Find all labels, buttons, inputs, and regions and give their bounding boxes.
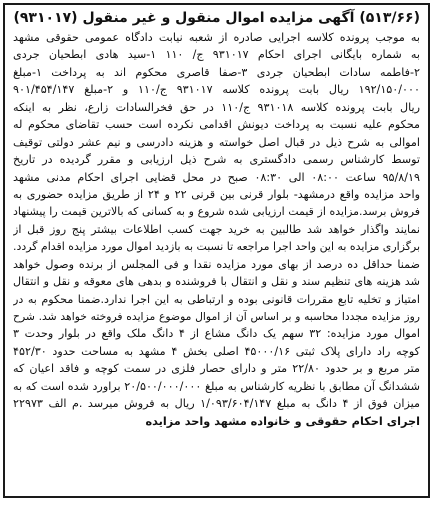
notice-line: اموال مورد مزایده: ۳۲ سهم یک دانگ مشاع از ۴ دانگ ملک واقع در بلوار وحدت ۳ bbox=[13, 327, 420, 341]
notice-line: برگزاری مزایده به این واحد اجرا مراجعه تا نسبت به بازدید اموال مورد مزایده اقدام گردد. bbox=[13, 240, 420, 254]
notice-line: به موجب پرونده کلاسه اجرایی صادره از شعبه نیابت دادگاه عمومی حقوقی مشهد bbox=[13, 31, 420, 44]
notice-line: ریال بابت پرونده کلاسه ۹۳۱۰۱۸ ج/۱۱۰ در حق فخرالسادات زارع، نظر به اینکه bbox=[13, 100, 420, 114]
notice-line: به شماره بایگانی اجرای احکام ۹۳۱۰۱۷ ج/ ۱۱۰ ۱-سید هادی ابطحیان جردی bbox=[13, 48, 420, 62]
notice-line: ۱۹۲/۱۵۰/۰۰۰ ریال بابت پرونده کلاسه ۹۳۱۰۱۷ ج/۱۱۰ و ۲-مبلغ ۹۰۱/۴۵۴/۱۴۷ bbox=[13, 83, 420, 97]
notice-line: واحد مزایده واقع درمشهد- بلوار قرنی بین قرنی ۲۲ و ۲۴ از طریق مزایده حضوری به bbox=[13, 187, 420, 201]
notice-line: ۹۵/۸/۱۹ ساعت ۰۸:۰۰ الی ۰۸:۳۰ صبح در محل قضایی اجرای احکام مدنی مشهد bbox=[13, 170, 420, 184]
notice-title: (۵۱۳/۶۶) آگهی مزایده اموال منقول و غیر منقول (۹۳۱۰۱۷) bbox=[13, 10, 420, 26]
notice-line: میزان فوق از ۴ دانگ به مبلغ ۱/۰۹۳/۶۰۴/۱۴۷ ریال به فروش میرسد .م الف ۲۲۹۷۳ bbox=[13, 397, 420, 411]
notice-line: اموالی به شرح ذیل در قبال اصل خواسته و هزینه دادرسی و نیم عشر دولتی توقیف bbox=[13, 135, 420, 149]
notice-footer: اجرای احکام حقوقی و خانواده مشهد واحد مزایده bbox=[145, 414, 420, 428]
notice-line: محکوم علیه نسبت به پرداخت دیونش اقدامی نکرده است حسب تقاضای محکوم له bbox=[13, 118, 420, 132]
notice-body bbox=[13, 29, 420, 413]
notice-box bbox=[3, 3, 430, 498]
notice-line: متر مربع و بر حدود ۲۲/۸۰ متر و دارای حصار فلزی در سمت کوچه و فاقد اعیان که bbox=[13, 362, 420, 376]
notice-line: کوچه راد دارای پلاک ثبتی ۴۵۰۰۰/۱۶ اصلی بخش ۴ مشهد به مساحت حدود ۴۵۲/۳۰ bbox=[13, 344, 420, 358]
notice-line: نمایند واگذار خواهد شد طالبین به خرید جهت کسب اطلاعات بیشتر پنج روز قبل از bbox=[13, 222, 420, 236]
notice-line: امتیاز و تخلیه تابع مقررات قانونی بوده و ارتباطی به این اجرا ندارد.ضمنا محکوم به در bbox=[13, 292, 420, 306]
notice-line: ضمنا حداقل ده درصد از بهای مورد مزایده نقدا و فی المجلس از برنده وصول خواهد bbox=[13, 257, 420, 271]
notice-line: شد هزینه های تنظیم سند و نقل و انتقال با فروشنده و بدهی های معوقه و نقل و انتقال bbox=[13, 275, 420, 289]
notice-line: روز مزایده مجددا محاسبه و بر اساس آن از اموال موضوع مزایده فروخته خواهد شد. شرح bbox=[13, 310, 420, 323]
notice-line: ششدانگ آن مطابق با نظریه کارشناس به مبلغ ۲۰/۵۰۰/۰۰۰/۰۰۰ براورد شده است که به bbox=[13, 379, 420, 393]
notice-line: فروش برسد.مزایده از قیمت ارزیابی شده شروع و به کسانی که بالاترین قیمت را پیشنهاد bbox=[13, 205, 420, 219]
notice-line: توسط کارشناس رسمی دادگستری به شرح ذیل ارزیابی و مقرر گردیده در تاریخ bbox=[13, 153, 420, 167]
notice-line: ۲-فاطمه سادات ابطحیان جردی ۳-صفا قاصری محکوم اند به پرداخت ۱-مبلغ bbox=[13, 65, 420, 79]
